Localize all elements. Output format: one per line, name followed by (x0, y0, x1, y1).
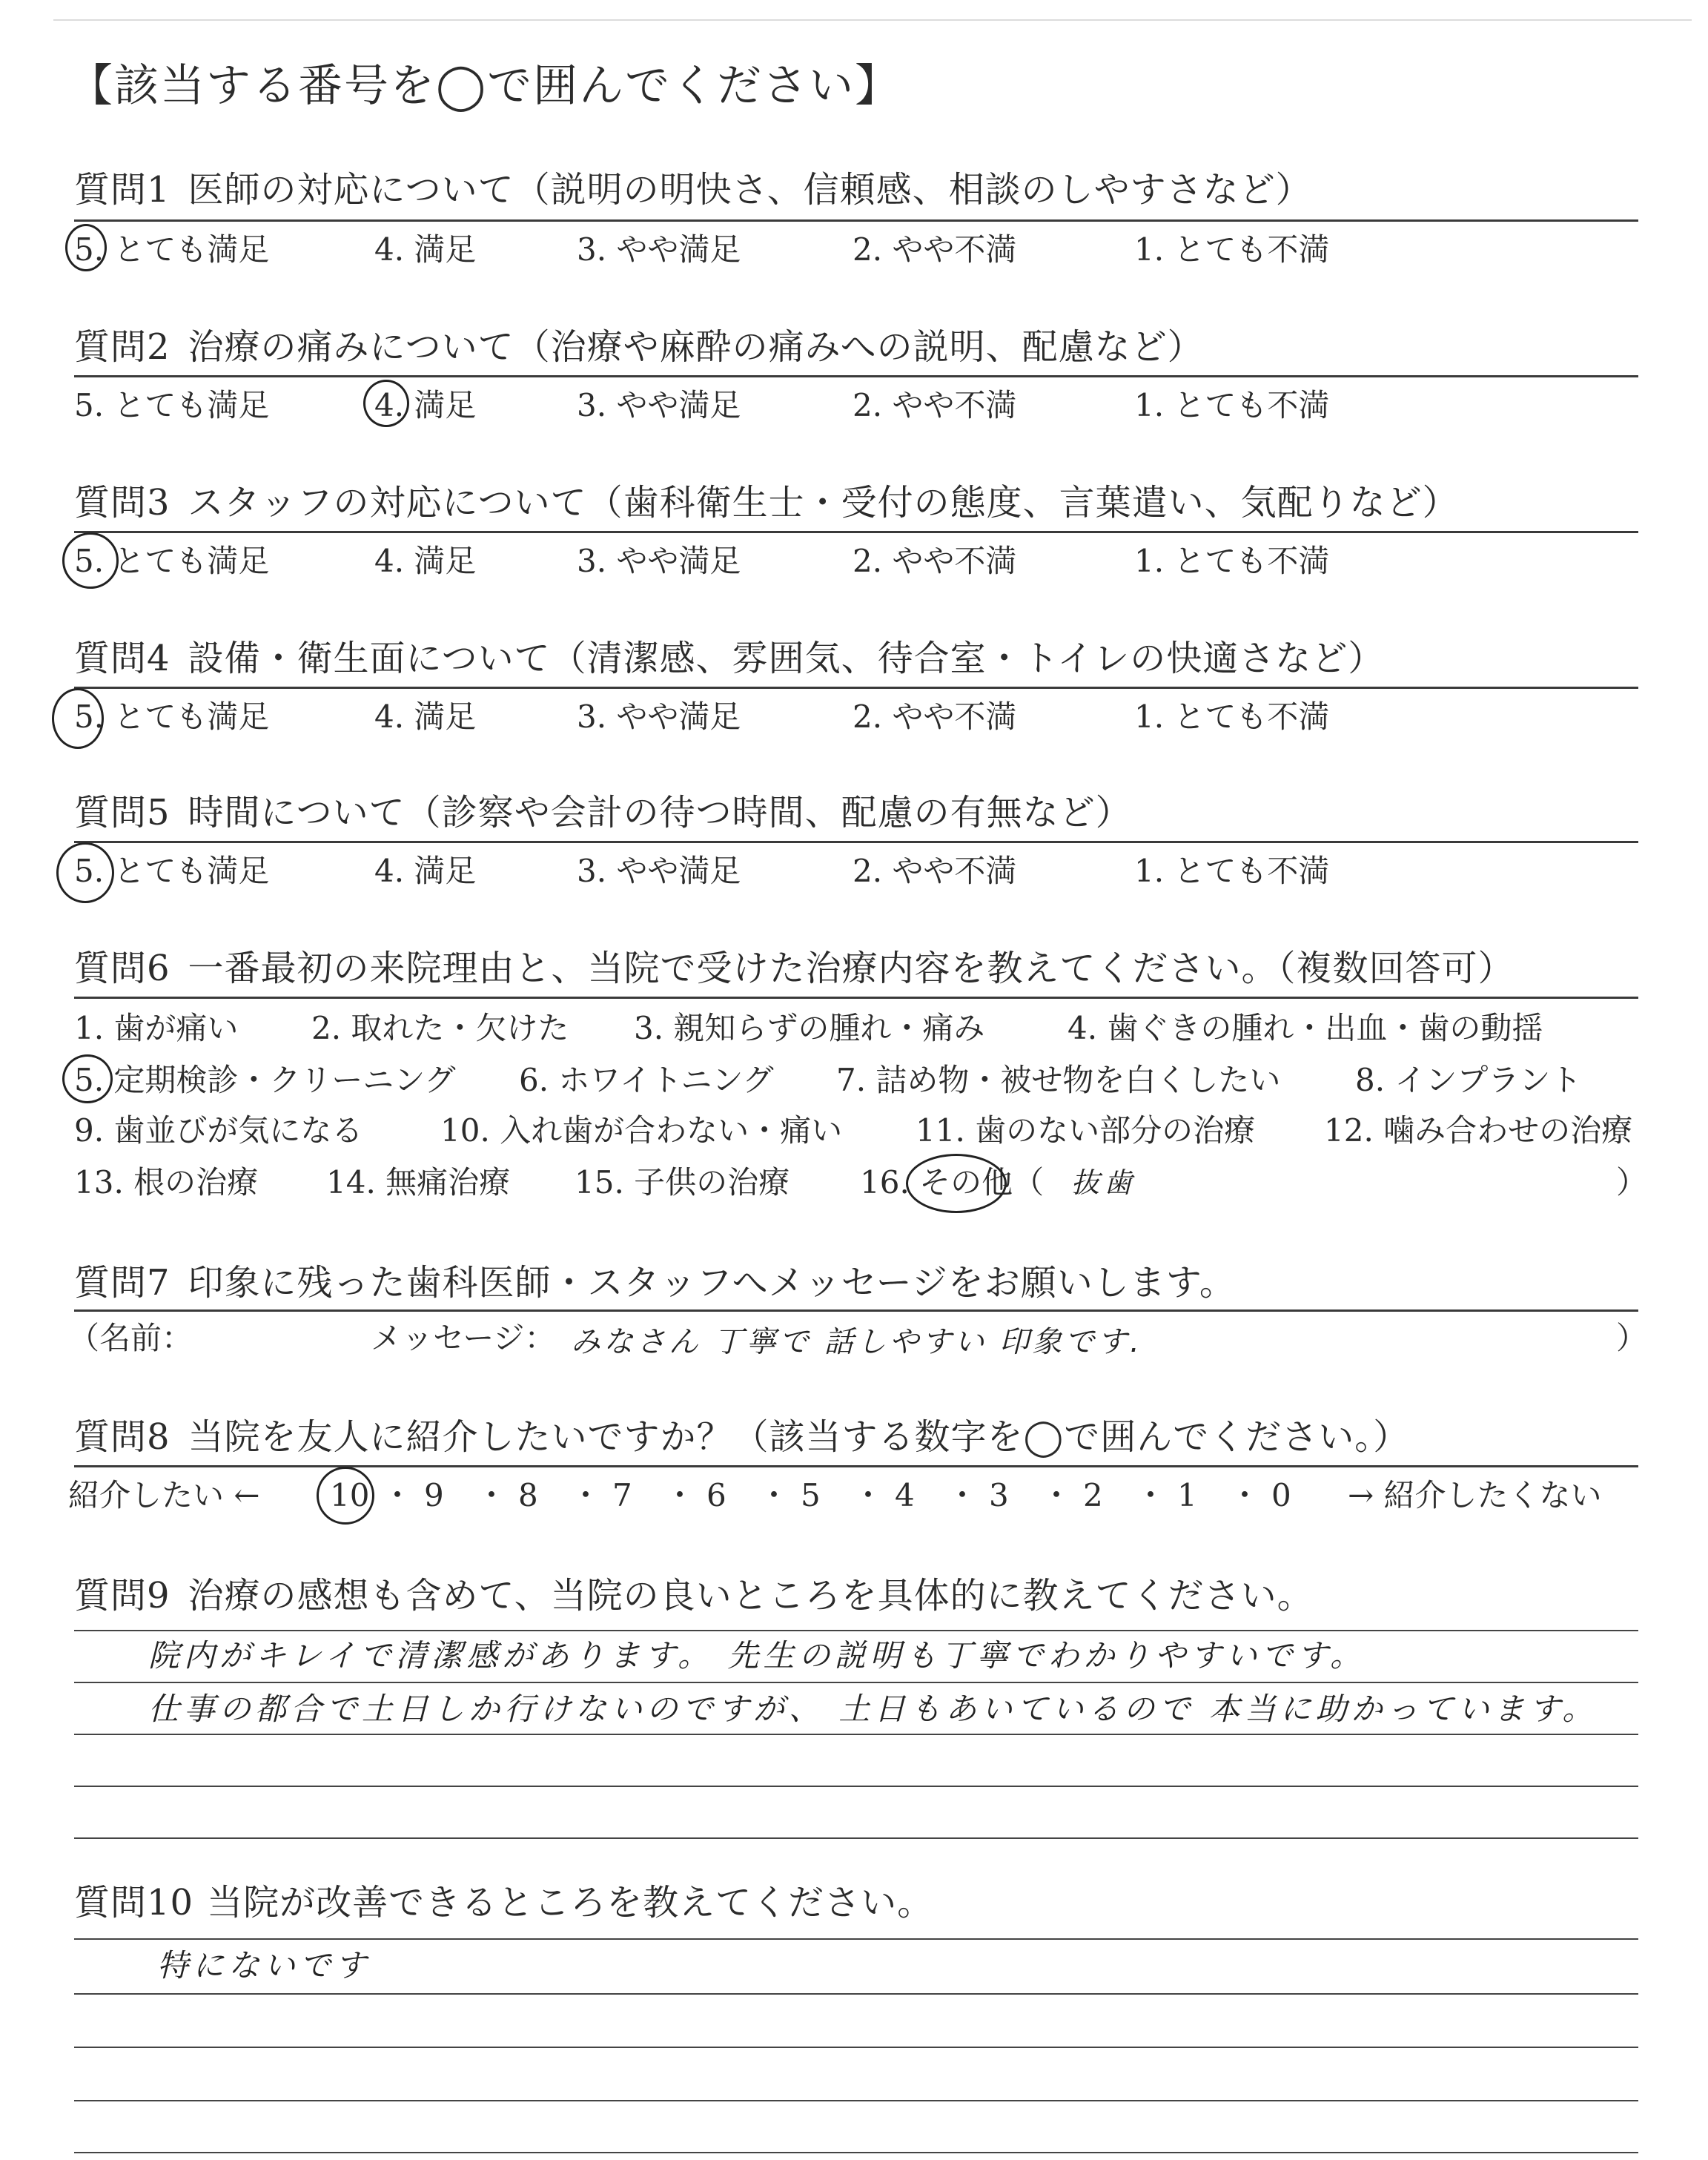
q5-option-2[interactable]: 2. やや不満 (853, 853, 1017, 889)
question-9-number: 質問9 (74, 1575, 171, 1616)
q10-answer-line (74, 1938, 1638, 1940)
q6-option-6[interactable]: 6. ホワイトニング (519, 1062, 774, 1098)
q9-answer-line (74, 1682, 1638, 1683)
q4-option-3[interactable]: 3. やや満足 (577, 698, 741, 735)
question-2-underline (74, 375, 1638, 377)
q6-option-14[interactable]: 14. 無痛治療 (326, 1164, 511, 1200)
q8-right-label: → 紹介したくない (1348, 1477, 1602, 1513)
question-10-title: 当院が改善できるところを教えてください。 (207, 1882, 934, 1923)
q8-scale-value-7[interactable]: 7 (612, 1477, 632, 1513)
q10-answer-line (74, 1993, 1638, 1995)
q5-option-5[interactable]: 5. とても満足 (74, 853, 270, 889)
q8-scale-value-1[interactable]: 1 (1177, 1477, 1197, 1513)
question-4-number: 質問4 (74, 638, 171, 679)
q2-option-5[interactable]: 5. とても満足 (74, 387, 270, 423)
q6-option-4[interactable]: 4. 歯ぐきの腫れ・出血・歯の動揺 (1068, 1010, 1543, 1046)
question-4-underline (74, 687, 1638, 689)
q8-scale-separator: ・ (853, 1477, 884, 1513)
question-1-underline (74, 219, 1638, 222)
question-5 (74, 792, 1132, 833)
question-3-title: スタッフの対応について（歯科衛生士・受付の態度、言葉遣い、気配りなど） (188, 482, 1459, 524)
q3-option-4[interactable]: 4. 満足 (374, 543, 477, 579)
q1-option-4[interactable]: 4. 満足 (374, 231, 477, 268)
q8-scale-value-5[interactable]: 5 (801, 1477, 821, 1513)
q8-scale-value-4[interactable]: 4 (895, 1477, 915, 1513)
q6-option-10[interactable]: 10. 入れ歯が合わない・痛い (440, 1112, 843, 1149)
q1-option-2[interactable]: 2. やや不満 (853, 231, 1017, 268)
q8-scale-value-6[interactable]: 6 (706, 1477, 726, 1513)
q9-answer-handwritten-line-1: 院内がキレイで清潔感があります。 先生の説明も丁寧でわかりやすいです。 (148, 1637, 1366, 1674)
q4-option-5[interactable]: 5. とても満足 (74, 698, 270, 735)
q4-option-2[interactable]: 2. やや不満 (853, 698, 1017, 735)
q8-scale-value-2[interactable]: 2 (1083, 1477, 1103, 1513)
q4-option-4[interactable]: 4. 満足 (374, 698, 477, 735)
q6-option-9[interactable]: 9. 歯並びが気になる (74, 1112, 363, 1149)
question-8-title: 当院を友人に紹介したいですか？（該当する数字を◯で囲んでください。） (188, 1416, 1410, 1458)
q6-option-3[interactable]: 3. 親知らずの腫れ・痛み (634, 1010, 985, 1046)
q6-other-close-paren: ） (1616, 1164, 1648, 1200)
q2-selection-circle (363, 380, 409, 427)
q8-scale-value-10[interactable]: 10 (330, 1477, 370, 1513)
question-5-number: 質問5 (74, 792, 171, 833)
q3-option-3[interactable]: 3. やや満足 (577, 543, 741, 579)
q8-scale-value-0[interactable]: 0 (1271, 1477, 1291, 1513)
question-6-number: 質問6 (74, 948, 171, 989)
q8-scale-value-9[interactable]: 9 (424, 1477, 444, 1513)
q10-answer-line (74, 2152, 1638, 2153)
question-1 (74, 169, 1312, 211)
q8-scale-separator: ・ (382, 1477, 414, 1513)
q10-answer-line (74, 2047, 1638, 2048)
question-5-underline (74, 841, 1638, 843)
q7-name-label: （名前： (68, 1320, 193, 1356)
q6-option-16[interactable]: 16. その他（ (860, 1164, 1045, 1200)
q1-option-1[interactable]: 1. とても不満 (1134, 231, 1330, 268)
question-5-title: 時間について（診察や会計の待つ時間、配慮の有無など） (188, 792, 1132, 833)
question-3-number: 質問3 (74, 482, 171, 524)
q5-selection-circle (56, 842, 114, 903)
q8-scale-separator: ・ (947, 1477, 979, 1513)
q5-option-4[interactable]: 4. 満足 (374, 853, 477, 889)
question-3-underline (74, 531, 1638, 533)
question-1-title: 医師の対応について（説明の明快さ、信頼感、相談のしやすさなど） (188, 169, 1312, 211)
q6-other-answer: 抜歯 (1071, 1166, 1137, 1199)
question-4-title: 設備・衛生面について（清潔感、雰囲気、待合室・トイレの快適さなど） (188, 638, 1385, 679)
q2-option-3[interactable]: 3. やや満足 (577, 387, 741, 423)
question-2 (74, 326, 1204, 368)
q5-option-1[interactable]: 1. とても不満 (1134, 853, 1330, 889)
q6-option-12[interactable]: 12. 噛み合わせの治療 (1324, 1112, 1633, 1149)
q6-option-2[interactable]: 2. 取れた・欠けた (311, 1010, 569, 1046)
q2-option-2[interactable]: 2. やや不満 (853, 387, 1017, 423)
q3-option-2[interactable]: 2. やや不満 (853, 543, 1017, 579)
q6-option-8[interactable]: 8. インプラント (1355, 1062, 1582, 1098)
q3-option-5[interactable]: 5. とても満足 (74, 543, 270, 579)
q4-selection-circle (52, 688, 104, 749)
q4-option-1[interactable]: 1. とても不満 (1134, 698, 1330, 735)
q8-scale-separator: ・ (1229, 1477, 1261, 1513)
q1-option-5[interactable]: 5. とても満足 (74, 231, 270, 268)
q6-option-11[interactable]: 11. 歯のない部分の治療 (916, 1112, 1256, 1149)
q3-selection-circle (62, 532, 119, 589)
question-8-underline (74, 1465, 1638, 1467)
question-8 (74, 1416, 1410, 1458)
q7-message-label: メッセージ： (371, 1320, 556, 1356)
q6-option-16-selection-circle (906, 1154, 1007, 1213)
q6-option-15[interactable]: 15. 子供の治療 (575, 1164, 790, 1200)
q1-option-3[interactable]: 3. やや満足 (577, 231, 741, 268)
question-10 (74, 1882, 934, 1923)
question-3 (74, 482, 1459, 524)
question-9 (74, 1575, 1314, 1616)
question-9-title: 治療の感想も含めて、当院の良いところを具体的に教えてください。 (188, 1575, 1314, 1616)
q6-option-5-selection-circle (62, 1054, 113, 1103)
q6-option-13[interactable]: 13. 根の治療 (74, 1164, 259, 1200)
q2-option-4[interactable]: 4. 満足 (374, 387, 477, 423)
q6-option-1[interactable]: 1. 歯が痛い (74, 1010, 239, 1046)
q8-scale-separator: ・ (476, 1477, 508, 1513)
q9-answer-line (74, 1837, 1638, 1839)
question-7-underline (74, 1309, 1638, 1312)
q7-message-handwritten: みなさん 丁寧で 話しやすい 印象です. (571, 1325, 1142, 1359)
q8-left-label: 紹介したい ← (68, 1477, 260, 1513)
q8-scale-separator: ・ (1135, 1477, 1167, 1513)
q8-scale-value-3[interactable]: 3 (989, 1477, 1009, 1513)
q8-scale-separator: ・ (1041, 1477, 1073, 1513)
q9-answer-line (74, 1786, 1638, 1787)
question-2-number: 質問2 (74, 326, 171, 368)
question-2-title: 治療の痛みについて（治療や麻酔の痛みへの説明、配慮など） (188, 326, 1204, 368)
top-divider (53, 19, 1692, 21)
q6-option-7[interactable]: 7. 詰め物・被せ物を白くしたい (836, 1062, 1281, 1098)
question-7-number: 質問7 (74, 1262, 171, 1304)
question-1-number: 質問1 (74, 169, 171, 211)
question-6-title: 一番最初の来院理由と、当院で受けた治療内容を教えてください。（複数回答可） (188, 948, 1515, 989)
q5-option-3[interactable]: 3. やや満足 (577, 853, 741, 889)
q8-scale-separator: ・ (758, 1477, 790, 1513)
q10-answer-handwritten: 特にないです (157, 1947, 371, 1984)
q3-option-1[interactable]: 1. とても不満 (1134, 543, 1330, 579)
q9-answer-line (74, 1734, 1638, 1735)
question-4 (74, 638, 1385, 679)
q8-scale-value-8[interactable]: 8 (518, 1477, 538, 1513)
q8-scale-separator: ・ (570, 1477, 602, 1513)
question-6 (74, 948, 1515, 989)
q8-selection-circle (317, 1467, 374, 1525)
form-instruction-header: 【該当する番号を◯で囲んでください】 (68, 60, 901, 112)
question-7 (74, 1262, 1236, 1304)
question-7-title: 印象に残った歯科医師・スタッフへメッセージをお願いします。 (188, 1262, 1236, 1304)
q6-option-5[interactable]: 5. 定期検診・クリーニング (74, 1062, 456, 1098)
q2-option-1[interactable]: 1. とても不満 (1134, 387, 1330, 423)
q10-answer-line (74, 2100, 1638, 2101)
q9-answer-line (74, 1630, 1638, 1631)
question-8-number: 質問8 (74, 1416, 171, 1458)
question-10-number: 質問10 (74, 1882, 194, 1923)
q8-scale-separator: ・ (664, 1477, 696, 1513)
q1-selection-circle (65, 224, 107, 271)
question-6-underline (74, 997, 1638, 999)
q9-answer-handwritten-line-2: 仕事の都合で土日しか行けないのですが、 土日もあいているので 本当に助かっています。 (148, 1691, 1598, 1727)
q7-close-paren: ） (1616, 1320, 1648, 1356)
